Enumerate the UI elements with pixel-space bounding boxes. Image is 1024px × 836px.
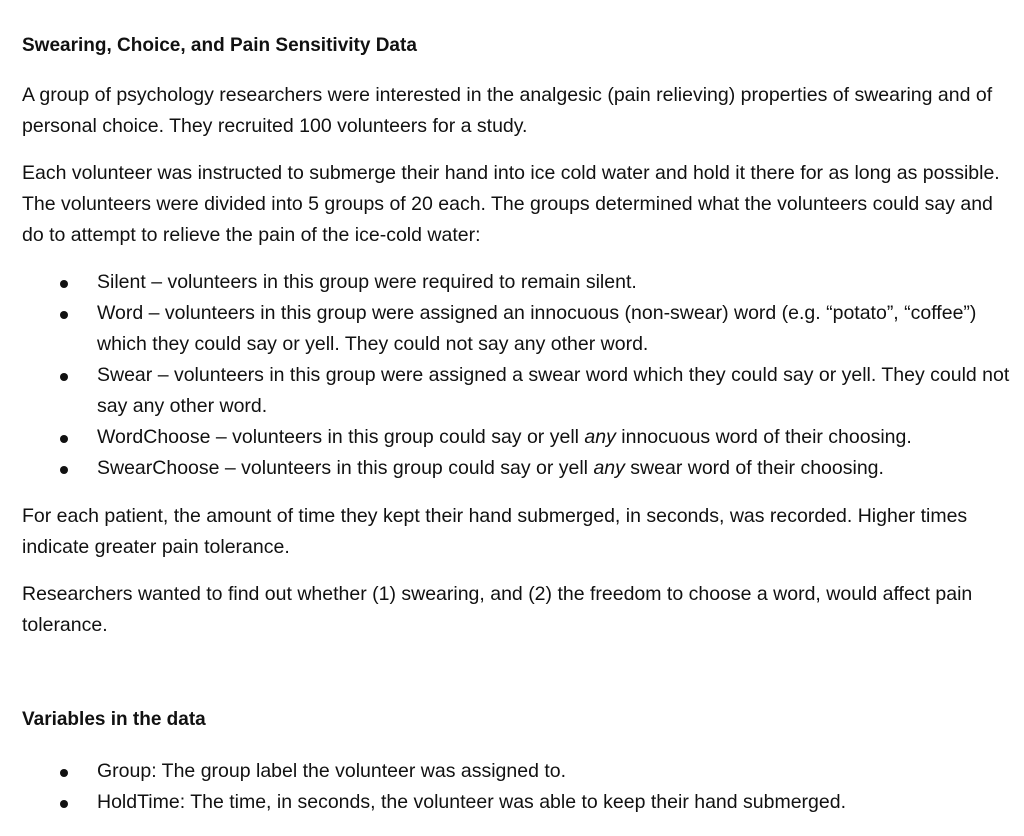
group-list [22, 267, 1012, 484]
bullet-icon [60, 280, 68, 288]
group-item-word [22, 298, 1012, 360]
document-title: Swearing, Choice, and Pain Sensitivity Data [22, 35, 417, 56]
bullet-icon [60, 311, 68, 319]
bullet-icon [60, 466, 68, 474]
intro-paragraph: A group of psychology researchers were interested in the analgesic (pain relieving) properties of swearing and of personal choice. They recruited 100 volunteers for a study. [22, 84, 993, 137]
group-item-emphasis: any [593, 457, 625, 479]
group-item-text-post: swear word of their choosing. [624, 457, 884, 479]
bullet-icon [60, 769, 68, 777]
group-item-text: Word – volunteers in this group were assigned an innocuous (non-swear) word (e.g. “potato”, “coffee”) which they could say or yell. They could not say any other word. [97, 302, 977, 355]
method-paragraph: Each volunteer was instructed to submerge their hand into ice cold water and hold it there for as long as possible. The volunteers were divided into 5 groups of 20 each. The groups determined what the volunteers could say and do to attempt to relieve the pain of the ice-cold water: [22, 162, 1000, 246]
variable-item-text: Group: The group label the volunteer was assigned to. [97, 760, 567, 782]
group-item-emphasis: any [584, 426, 616, 448]
group-item-swearchoose [22, 453, 1012, 484]
bullet-icon [60, 373, 68, 381]
group-item-wordchoose [22, 422, 1012, 453]
group-item-silent [22, 267, 1012, 298]
question-paragraph: Researchers wanted to find out whether (1) swearing, and (2) the freedom to choose a word, would affect pain tolerance. [22, 583, 973, 636]
variable-item-holdtime [22, 787, 1012, 818]
bullet-icon [60, 435, 68, 443]
group-item-text-pre: SwearChoose – volunteers in this group could say or yell [97, 457, 594, 479]
variable-item-group [22, 756, 1012, 787]
group-item-text: Silent – volunteers in this group were required to remain silent. [97, 271, 637, 293]
variable-item-text: HoldTime: The time, in seconds, the volunteer was able to keep their hand submerged. [97, 791, 846, 813]
measure-paragraph: For each patient, the amount of time they kept their hand submerged, in seconds, was recorded. Higher times indicate greater pain tolerance. [22, 505, 968, 558]
variables-heading: Variables in the data [22, 709, 206, 730]
group-item-text-pre: WordChoose – volunteers in this group could say or yell [97, 426, 585, 448]
group-item-text: Swear – volunteers in this group were assigned a swear word which they could say or yell. They could not say any other word. [97, 364, 1010, 417]
bullet-icon [60, 800, 68, 808]
variables-list [22, 756, 1012, 818]
section-spacer [22, 641, 1012, 707]
group-item-text-post: innocuous word of their choosing. [615, 426, 912, 448]
group-item-swear [22, 360, 1012, 422]
